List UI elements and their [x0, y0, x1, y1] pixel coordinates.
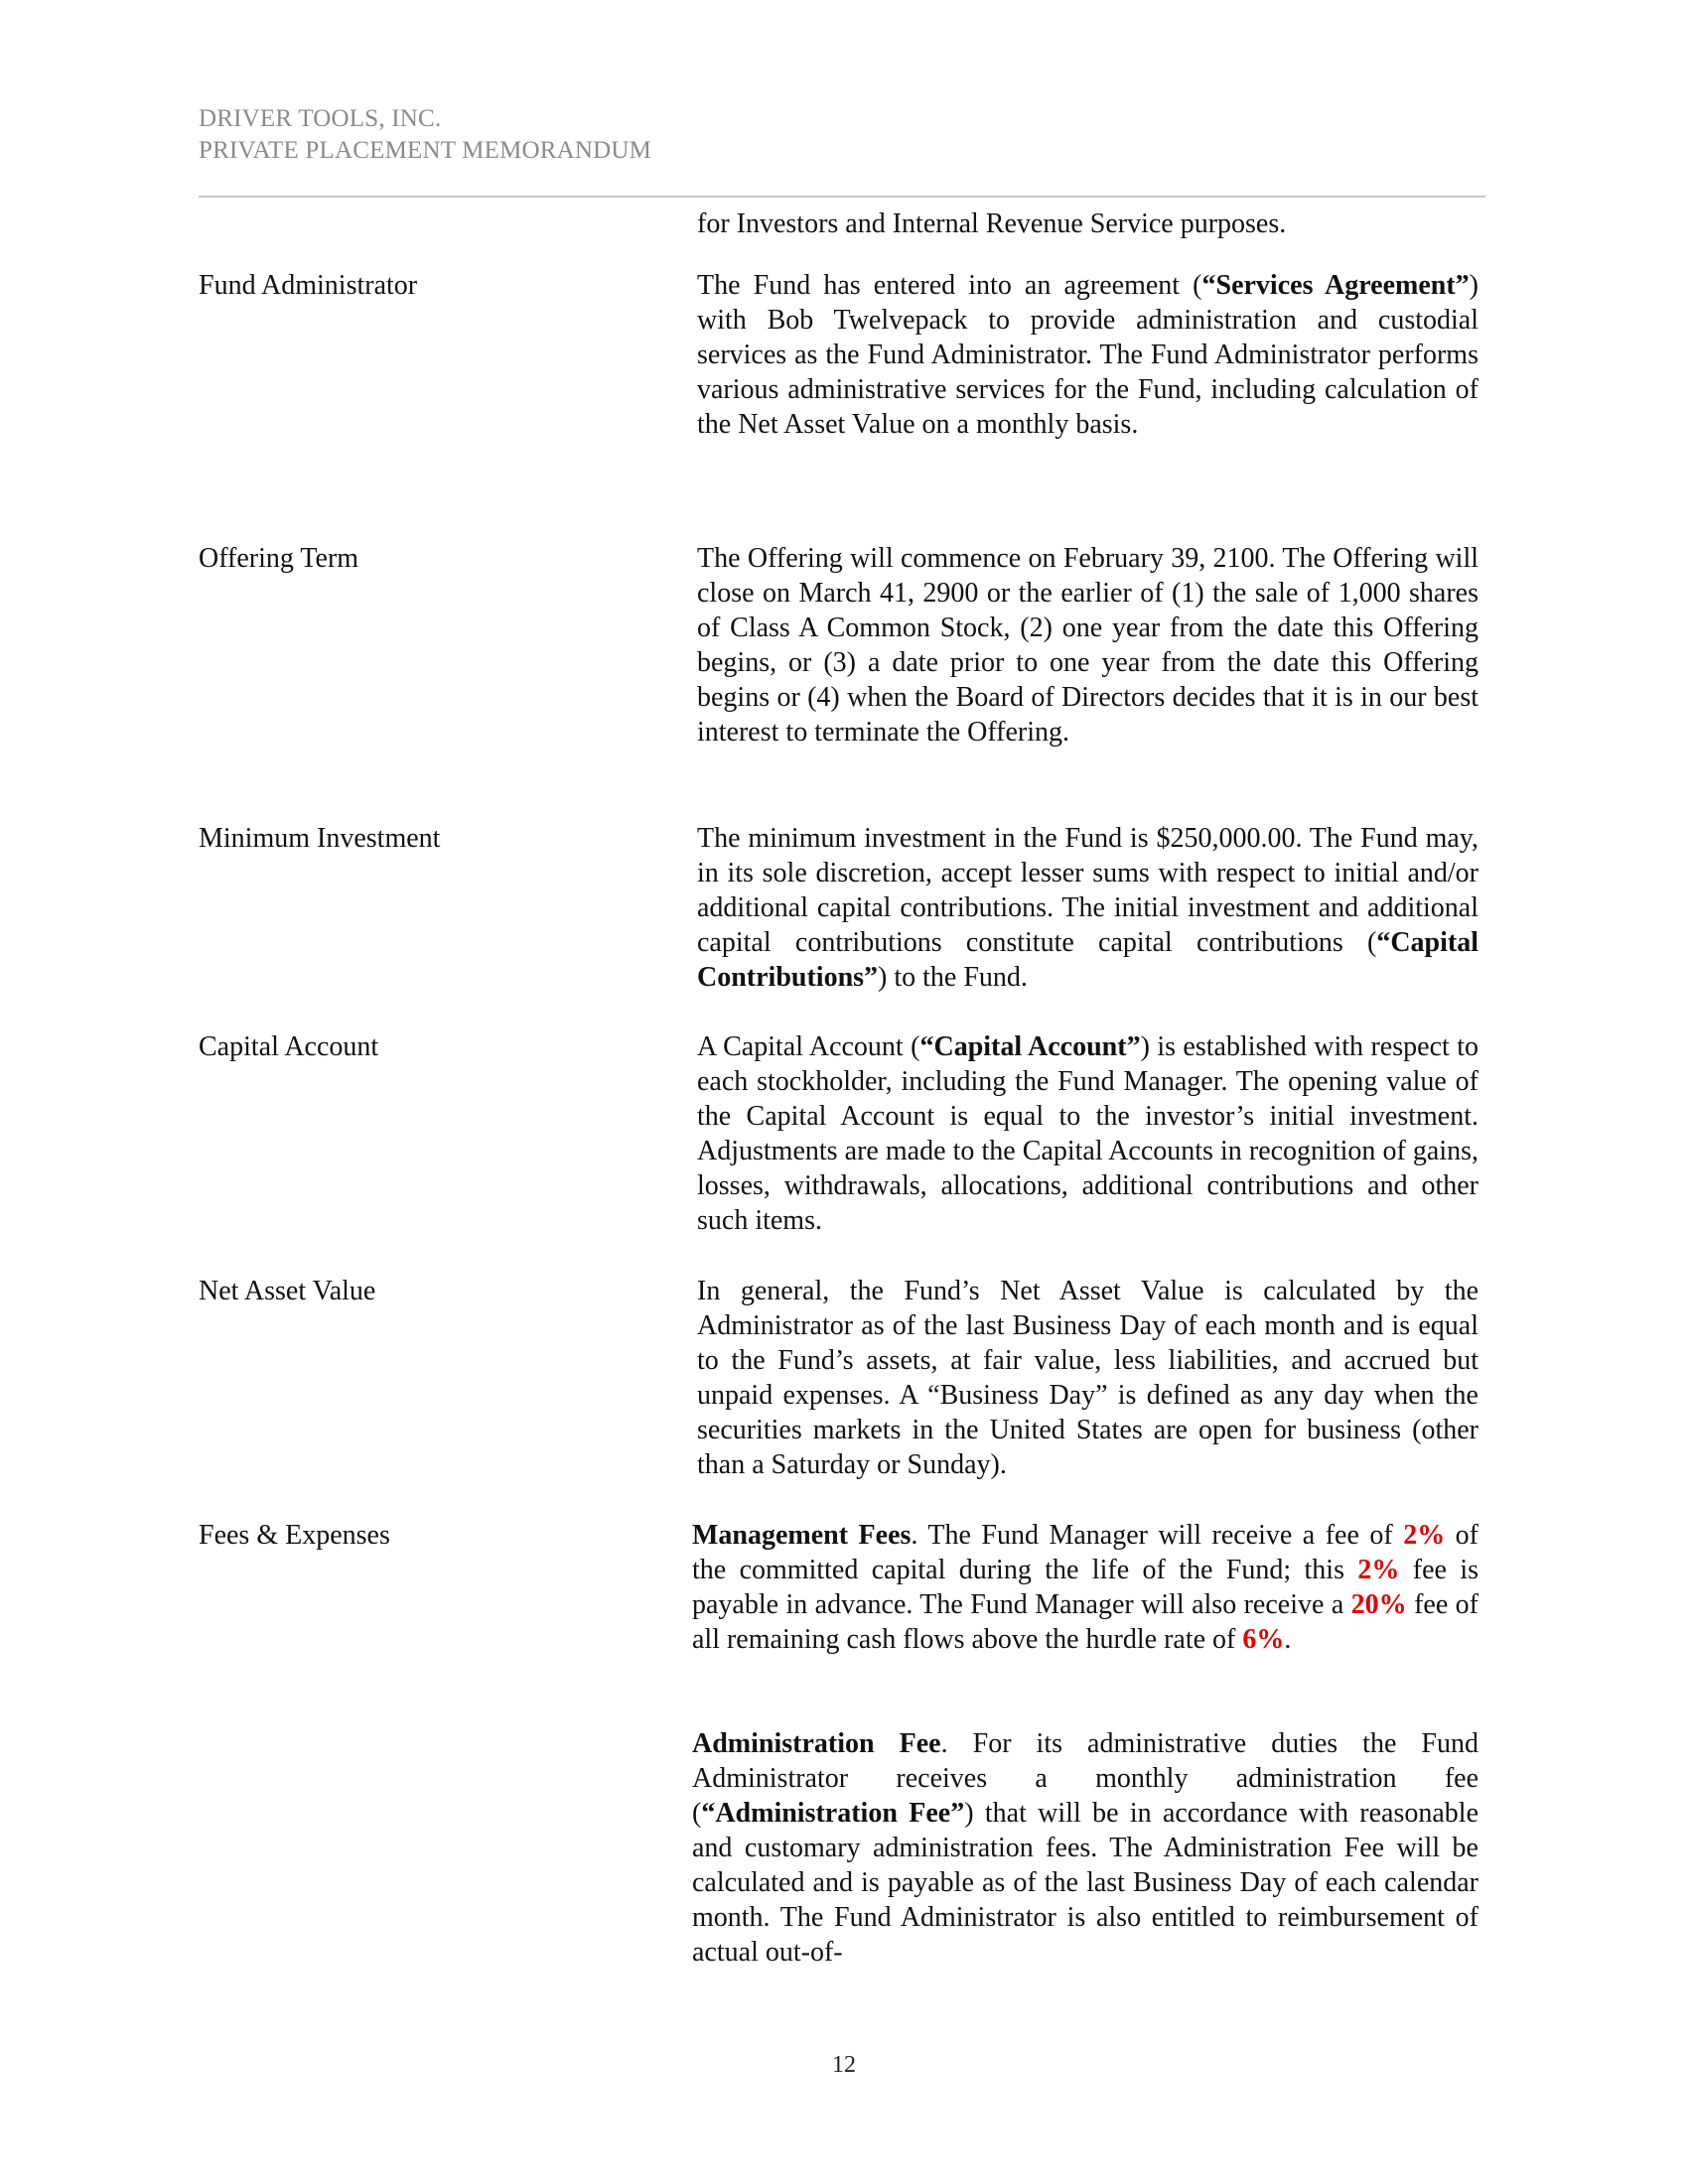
text-segment: of the committed capital during the life of the Fund; this [692, 1520, 1478, 1585]
text-segment: ) with Bob Twelvepack to provide administration and custodial services as the Fund Administrator. The Fund Administrator performs various administrative services for the Fund, including calculation of the Net Asset Value on a monthly basis. [697, 270, 1478, 440]
defined-term-capital-contributions: “Capital Contributions” [697, 927, 1478, 993]
page-number: 12 [832, 2052, 856, 2078]
paragraph-net-asset-value: In general, the Fund’s Net Asset Value is calculated by the Administrator as of the last Business Day of each month and is equal to the Fund’s assets, at fair value, less liabilities, and accrued but unpaid expenses. A “Business Day” is defined as any day when the securities markets in the United States are open for business (other than a Saturday or Sunday). [697, 1276, 1478, 1480]
text-segment: A Capital Account ( [697, 1031, 920, 1062]
continuation-paragraph: for Investors and Internal Revenue Service purposes. [697, 208, 1287, 239]
fee-percent-highlight: 2% [1403, 1520, 1446, 1551]
defined-term-services-agreement: “Services Agreement” [1201, 270, 1470, 301]
text-segment: fee of all remaining cash flows above the hurdle rate of [692, 1589, 1478, 1655]
heading-management-fees: Management Fees [692, 1520, 912, 1551]
label-fund-administrator: Fund Administrator [199, 270, 418, 301]
paragraph-offering-term: The Offering will commence on February 39, 2100. The Offering will close on March 41, 2900 or the earlier of (1) the sale of 1,000 shares of Class A Common Stock, (2) one year from the date this Offering begins, or (3) a date prior to one year from the date this Offering begins or (4) when the Board of Directors decides that it is in our best interest to terminate the Offering. [697, 543, 1478, 748]
paragraph-management-fees [692, 1518, 1478, 1657]
defined-term-capital-account: “Capital Account” [919, 1031, 1141, 1062]
text-segment: ) to the Fund. [878, 962, 1028, 993]
text-segment: . [1284, 1624, 1292, 1655]
header-divider [199, 196, 1485, 198]
text-segment: fee is payable in advance. The Fund Manager will also receive a [692, 1555, 1478, 1620]
paragraph-minimum-investment [697, 821, 1478, 995]
text-segment: . For its administrative duties the Fund Administrator receives a monthly administration fee ( [692, 1728, 1478, 1829]
label-minimum-investment: Minimum Investment [199, 823, 441, 854]
fee-percent-highlight: 20% [1350, 1589, 1407, 1620]
text-segment: ) that will be in accordance with reasonable and customary administration fees. The Administration Fee will be calculated and is payable as of the last Business Day of each calendar month. The Fund Administrator is also entitled to reimbursement of actual out-of- [692, 1798, 1478, 1968]
document-header [199, 103, 651, 167]
paragraph-administration-fee [692, 1726, 1478, 1970]
fee-percent-highlight: 2% [1357, 1555, 1400, 1585]
header-document-title: PRIVATE PLACEMENT MEMORANDUM [199, 137, 652, 164]
text-segment: ) is established with respect to each stockholder, including the Fund Manager. The opening value of the Capital Account is equal to the investor’s initial investment. Adjustments are made to the Capital Accounts in recognition of gains, losses, withdrawals, allocations, additional contributions and other such items. [697, 1031, 1478, 1236]
text-segment: The Fund has entered into an agreement ( [697, 270, 1202, 301]
text-segment: . The Fund Manager will receive a fee of [911, 1520, 1404, 1551]
hurdle-rate-highlight: 6% [1242, 1624, 1285, 1655]
label-offering-term: Offering Term [199, 543, 359, 574]
header-company-name: DRIVER TOOLS, INC. [199, 105, 442, 132]
label-fees-expenses: Fees & Expenses [199, 1520, 390, 1551]
label-capital-account: Capital Account [199, 1031, 379, 1062]
defined-term-administration-fee: “Administration Fee” [701, 1798, 965, 1829]
paragraph-fund-administrator [697, 268, 1478, 442]
text-segment: The minimum investment in the Fund is $250,000.00. The Fund may, in its sole discretion, accept lesser sums with respect to initial and/or additional capital contributions. The initial investment and additional capital contributions constitute capital contributions ( [697, 823, 1478, 958]
label-net-asset-value: Net Asset Value [199, 1276, 376, 1306]
paragraph-capital-account [697, 1029, 1478, 1238]
heading-administration-fee: Administration Fee [692, 1728, 941, 1759]
